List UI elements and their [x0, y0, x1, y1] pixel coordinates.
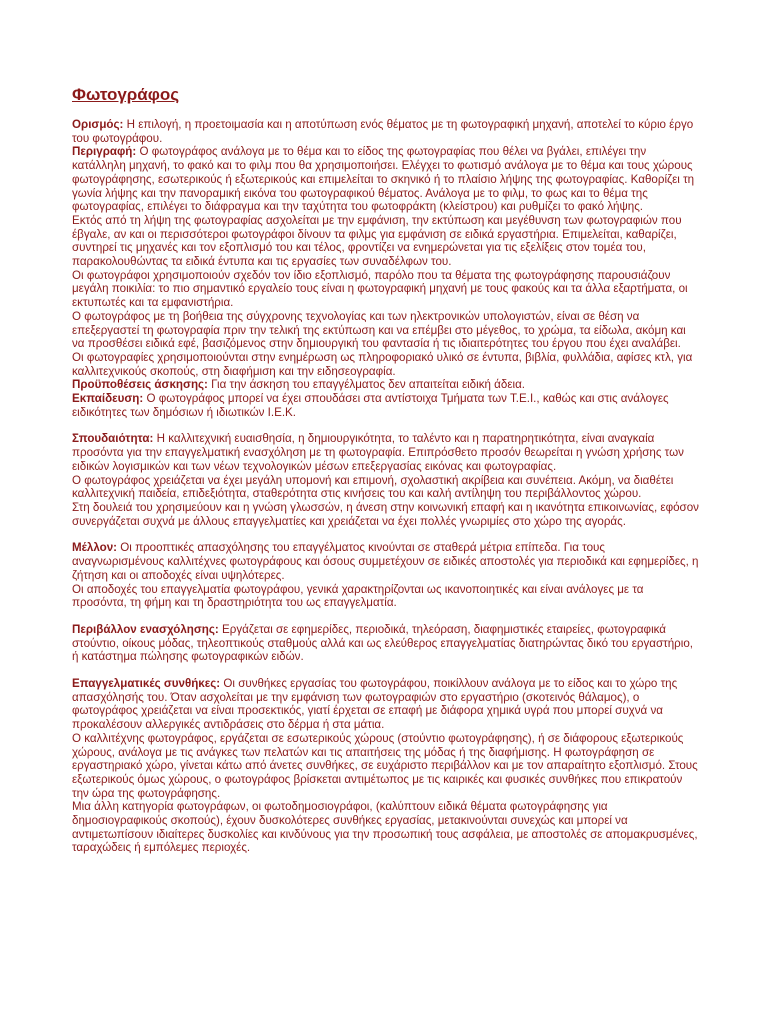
description-paragraph — [72, 145, 700, 214]
description-paragraph-3: Οι φωτογράφοι χρησιμοποιούν σχεδόν τον ίδιο εξοπλισμό, παρόλο που τα θέματα της φωτογράφησης παρουσιάζουν μεγάλη ποικιλία: το πιο σημαντικό εργαλείο τους είναι η φωτογραφική μηχανή με τους φακούς και τα άλλα εξαρτήματα, οι εκτυπωτές και τα εμφανιστήρια. — [72, 268, 688, 310]
definition-paragraph — [72, 118, 700, 145]
definition-text: Η επιλογή, η προετοιμασία και η αποτύπωση ενός θέματος με τη φωτογραφική μηχανή, αποτελεί το κύριο έργο του φωτογράφου. — [72, 118, 694, 145]
document-page — [72, 86, 700, 855]
conditions-paragraph-2: Ο καλλιτέχνης φωτογράφος, εργάζεται σε εσωτερικούς χώρους (στούντιο φωτογράφησης), ή σε διάφορους εξωτερικούς χώρους, ανάλογα με τις ανάγκες των πελατών και τις απαιτήσεις της μόδας ή της διαφήμισης. Η φωτογράφηση σε εργαστηριακό χώρο, γίνεται κάτω από άνετες συνθήκες, σε ευχάριστο περιβάλλον και με τον απαραίτητο εξοπλισμό. Στους εξωτερικούς όμως χώρους, ο φωτογράφος βρίσκεται αντιμέτωπος με τις καιρικές και φυσικές συνθήκες που επικρατούν την ώρα της φωτογράφησης. — [72, 731, 698, 800]
skills-paragraph — [72, 432, 700, 473]
prerequisites-label: Προϋποθέσεις άσκησης: — [72, 378, 208, 392]
description-paragraph-4: Ο φωτογράφος με τη βοήθεια της σύγχρονης τεχνολογίας και των ηλεκτρονικών υπολογιστών, είναι σε θέση να επεξεργαστεί τη φωτογραφία πριν την τελική της εκτύπωση και να επέμβει στο μέγεθος, το χρώμα, τα είδωλα, ακόμη και να προσθέσει ειδικά εφέ, βασιζόμενος στην δημιουργική του φαντασία ή τις ιδιαιτερότητες του έργου που έχει αναλάβει. — [72, 309, 686, 351]
skills-paragraph-3: Στη δουλειά του χρησιμεύουν και η γνώση γλωσσών, η άνεση στην κοινωνική επαφή και η ικανότητα επικοινωνίας, εφόσον συνεργάζεται συχνά με άλλους επαγγελματίες και χρειάζεται να έχει πολλές γνωριμίες στο χώρο της αγοράς. — [72, 500, 699, 528]
section-gap — [72, 664, 700, 677]
page-title: Φωτογράφος — [72, 85, 180, 104]
skills-label: Σπουδαιότητα: — [72, 432, 154, 446]
description-paragraph-2: Εκτός από τη λήψη της φωτογραφίας ασχολείται με την εμφάνιση, την εκτύπωση και μεγέθυνση των φωτογραφιών που έβγαλε, αν και οι περισσότεροι φωτογράφοι δίνουν τα φιλμς για εμφάνιση σε ειδικά εργαστήρια. Επιμελείται, καθαρίζει, συντηρεί τις μηχανές και τον εξοπλισμό του και τέλος, φροντίζει να ενημερώνεται για τις εξελίξεις στον τομέα του, παρακολουθώντας τα ειδικά έντυπα και τις εργασίες των συναδέλφων του. — [72, 213, 682, 269]
future-paragraph-2: Οι αποδοχές του επαγγελματία φωτογράφου, γενικά χαρακτηρίζονται ως ικανοποιητικές και είναι ανάλογες με τα προσόντα, τη φήμη και τη δραστηριότητα του ως επαγγελματία. — [72, 582, 644, 610]
education-text: Ο φωτογράφος μπορεί να έχει σπουδάσει στα αντίστοιχα Τμήματα των Τ.Ε.Ι., καθώς και στις ανάλογες ειδικότητες των δημόσιων ή ιδιωτικών Ι.Ε.Κ. — [72, 392, 669, 419]
conditions-paragraph — [72, 677, 700, 732]
conditions-label: Επαγγελματικές συνθήκες: — [72, 677, 221, 691]
description-paragraph-5: Οι φωτογραφίες χρησιμοποιούνται στην ενημέρωση ως πληροφοριακό υλικό σε έντυπα, βιβλία, φυλλάδια, αφίσες κτλ, για καλλιτεχνικούς σκοπούς, στη διαφήμιση και την ειδησεογραφία. — [72, 350, 693, 378]
environment-label: Περιβάλλον ενασχόλησης: — [72, 622, 219, 636]
future-paragraph — [72, 541, 700, 582]
description-text: Ο φωτογράφος ανάλογα με το θέμα και το είδος της φωτογραφίας που θέλει να βγάλει, επιλέγει την κατάλληλη μηχανή, το φακό και το φιλμ που θα χρησιμοποιήσει. Ελέγχει το φωτισμό ανάλογα με το θέμα και τους χώρους φωτογράφησης, εσωτερικούς ή εξωτερικούς και επιμελείται το σκηνικό ή το πλαίσιο λήψης της φωτογραφίας. Καθορίζει τη γωνία λήψης και την πανοραμική εικόνα του φωτογραφικού θέματος. Ανάλογα με το φιλμ, το φως και το θέμα της φωτογραφίας, επιλέγει το διάφραγμα και την ταχύτητα του φωτοφράκτη (κλείστρου) και ρυθμίζει το φακό λήψης. — [72, 145, 695, 214]
skills-paragraph-2: Ο φωτογράφος χρειάζεται να έχει μεγάλη υπομονή και επιμονή, σχολαστική ακρίβεια και συνέπεια. Ακόμη, να διαθέτει καλλιτεχνική παιδεία, επιδεξιότητα, σταθερότητα στις κινήσεις του και καλή αντίληψη του περιβάλλοντος χώρου. — [72, 473, 674, 501]
prerequisites-paragraph — [72, 378, 700, 392]
skills-text: Η καλλιτεχνική ευαισθησία, η δημιουργικότητα, το ταλέντο και η παρατηρητικότητα, είναι αναγκαία προσόντα για την επαγγελματική ενασχόληση με τη φωτογραφία. Επιπρόσθετο προσόν θεωρείται η γνώση χρήσης των ειδικών λογισμικών και των νέων τεχνολογικών μέσων επεξεργασίας εικόνας και φωτογραφίας. — [72, 432, 684, 473]
conditions-paragraph-3: Μια άλλη κατηγορία φωτογράφων, οι φωτοδημοσιογράφοι, (καλύπτουν ειδικά θέματα φωτογράφησης για δημοσιογραφικούς σκοπούς), έχουν δυσκολότερες συνθήκες εργασίας, μετακινούνται συνεχώς και μπορεί να αντιμετωπίσουν ιδιαίτερες δυσκολίες και κινδύνους για την προσωπική τους ασφάλεια, με αποστολές σε απομακρυσμένες, ταραχώδεις ή εμπόλεμες περιοχές. — [72, 800, 698, 855]
environment-paragraph — [72, 623, 700, 664]
prerequisites-text: Για την άσκηση του επαγγέλματος δεν απαιτείται ειδική άδεια. — [207, 378, 526, 392]
conditions-text: Οι συνθήκες εργασίας του φωτογράφου, ποικίλλουν ανάλογα με το είδος και το χώρο της απασχόλησής του. Όταν ασχολείται με την εμφάνιση των φωτογραφιών στο εργαστήριο (σκοτεινός θάλαμος), ο φωτογράφος χρειάζεται να είναι προσεκτικός, γιατί έρχεται σε επαφή με διάφορα χημικά υγρά που μπορεί συχνά να προκαλέσουν αλλεργικές αντιδράσεις στο δέρμα ή στα μάτια. — [72, 677, 678, 732]
future-label: Μέλλον: — [72, 541, 118, 555]
section-gap — [72, 528, 700, 541]
definition-label: Ορισμός: — [72, 118, 124, 131]
education-paragraph — [72, 392, 700, 419]
section-gap — [72, 610, 700, 623]
future-text: Οι προοπτικές απασχόλησης του επαγγέλματος κινούνται σε σταθερά μέτρια επίπεδα. Για τους αναγνωρισμένους καλλιτέχνες φωτογράφους και όσους συμμετέχουν σε ειδικές αποστολές για περιοδικά και εφημερίδες, η ζήτηση και οι αποδοχές είναι υψηλότερες. — [72, 541, 699, 582]
education-label: Εκπαίδευση: — [72, 392, 144, 406]
environment-text: Εργάζεται σε εφημερίδες, περιοδικά, τηλεόραση, διαφημιστικές εταιρείες, φωτογραφικά στούντιο, οίκους μόδας, τηλεοπτικούς σταθμούς αλλά και ως ελεύθερος επαγγελματίας διατηρώντας δικό του εργαστήριο, ή κατάστημα πώλησης φωτογραφικών ειδών. — [72, 622, 693, 664]
section-gap — [72, 419, 700, 432]
description-label: Περιγραφή: — [72, 145, 137, 159]
